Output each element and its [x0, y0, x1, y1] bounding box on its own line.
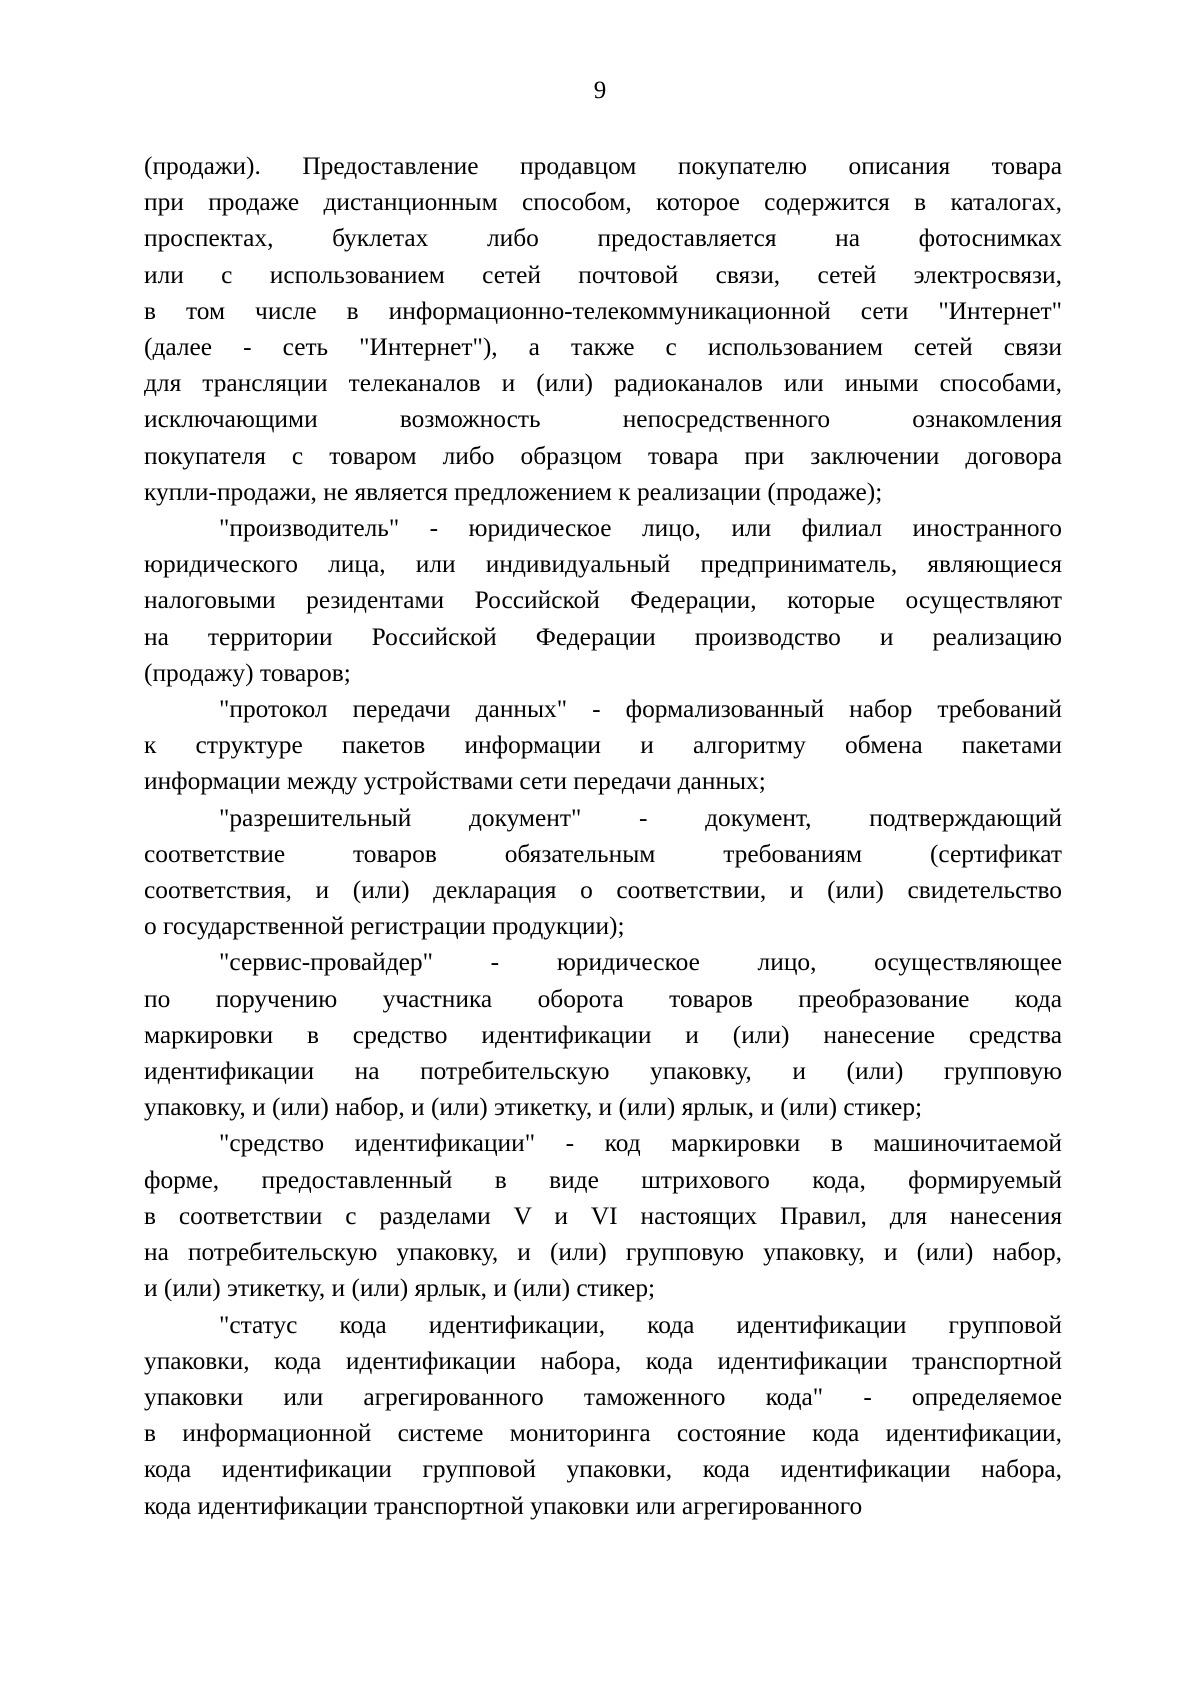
text-line: кода идентификации групповой упаковки, кода идентификации набора,: [144, 1455, 1062, 1484]
paragraph: [144, 691, 1062, 800]
paragraph: [144, 800, 1062, 945]
page-number: 9: [593, 77, 607, 104]
text-line: упаковки или агрегированного таможенного кода" - определяемое: [144, 1382, 1062, 1411]
text-line: кода идентификации транспортной упаковки или агрегированного: [144, 1491, 863, 1520]
text-line: "протокол передачи данных" - формализованный набор требований: [219, 695, 1062, 724]
text-line: "средство идентификации" - код маркировки в машиночитаемой: [219, 1129, 1062, 1158]
text-line: упаковку, и (или) набор, и (или) этикетку, и (или) ярлык, и (или) стикер;: [144, 1093, 923, 1122]
paragraph: [144, 1125, 1062, 1306]
text-line: исключающими возможность непосредственного ознакомления: [144, 405, 1062, 434]
text-line: налоговыми резидентами Российской Федерации, которые осуществляют: [144, 586, 1062, 615]
text-line: соответствие товаров обязательным требованиям (сертификат: [144, 839, 1062, 868]
text-line: соответствия, и (или) декларация о соответствии, и (или) свидетельство: [144, 876, 1062, 905]
text-line: (далее - сеть "Интернет"), а также с использованием сетей связи: [144, 333, 1062, 362]
text-line: информации между устройствами сети передачи данных;: [144, 767, 766, 796]
text-line: "статус кода идентификации, кода идентификации групповой: [219, 1310, 1062, 1339]
text-line: в информационной системе мониторинга состояние кода идентификации,: [144, 1419, 1062, 1448]
text-line: "производитель" - юридическое лицо, или филиал иностранного: [219, 514, 1062, 543]
paragraph: [144, 944, 1062, 1125]
text-line: проспектах, буклетах либо предоставляется на фотоснимках: [144, 224, 1062, 253]
text-line: купли-продажи, не является предложением к реализации (продаже);: [144, 477, 883, 506]
paragraph: [144, 148, 1062, 510]
text-line: и (или) этикетку, и (или) ярлык, и (или) стикер;: [144, 1274, 656, 1303]
text-line: для трансляции телеканалов и (или) радиоканалов или иными способами,: [144, 369, 1062, 398]
text-line: при продаже дистанционным способом, которое содержится в каталогах,: [144, 188, 1062, 217]
paragraph: [144, 510, 1062, 691]
text-line: к структуре пакетов информации и алгоритму обмена пакетами: [144, 731, 1062, 760]
text-line: (продажу) товаров;: [144, 658, 351, 687]
text-line: или с использованием сетей почтовой связи, сетей электросвязи,: [144, 260, 1062, 289]
text-line: "сервис-провайдер" - юридическое лицо, осуществляющее: [219, 948, 1062, 977]
text-line: идентификации на потребительскую упаковку, и (или) групповую: [144, 1057, 1062, 1086]
text-line: в соответствии с разделами V и VI настоящих Правил, для нанесения: [144, 1201, 1062, 1230]
text-line: маркировки в средство идентификации и (или) нанесение средства: [144, 1020, 1062, 1049]
text-line: в том числе в информационно-телекоммуникационной сети "Интернет": [144, 296, 1062, 325]
document-body: [144, 148, 1062, 1524]
text-line: упаковки, кода идентификации набора, кода идентификации транспортной: [144, 1346, 1062, 1375]
text-line: на территории Российской Федерации производство и реализацию: [144, 622, 1062, 651]
text-line: покупателя с товаром либо образцом товара при заключении договора: [144, 441, 1062, 470]
text-line: форме, предоставленный в виде штрихового кода, формируемый: [144, 1165, 1062, 1194]
text-line: юридического лица, или индивидуальный предприниматель, являющиеся: [144, 550, 1062, 579]
text-line: (продажи). Предоставление продавцом покупателю описания товара: [144, 152, 1062, 180]
text-line: по поручению участника оборота товаров преобразование кода: [144, 984, 1062, 1013]
text-line: на потребительскую упаковку, и (или) групповую упаковку, и (или) набор,: [144, 1238, 1062, 1267]
paragraph: [144, 1307, 1062, 1524]
text-line: "разрешительный документ" - документ, подтверждающий: [219, 803, 1062, 832]
text-line: о государственной регистрации продукции);: [144, 912, 625, 941]
